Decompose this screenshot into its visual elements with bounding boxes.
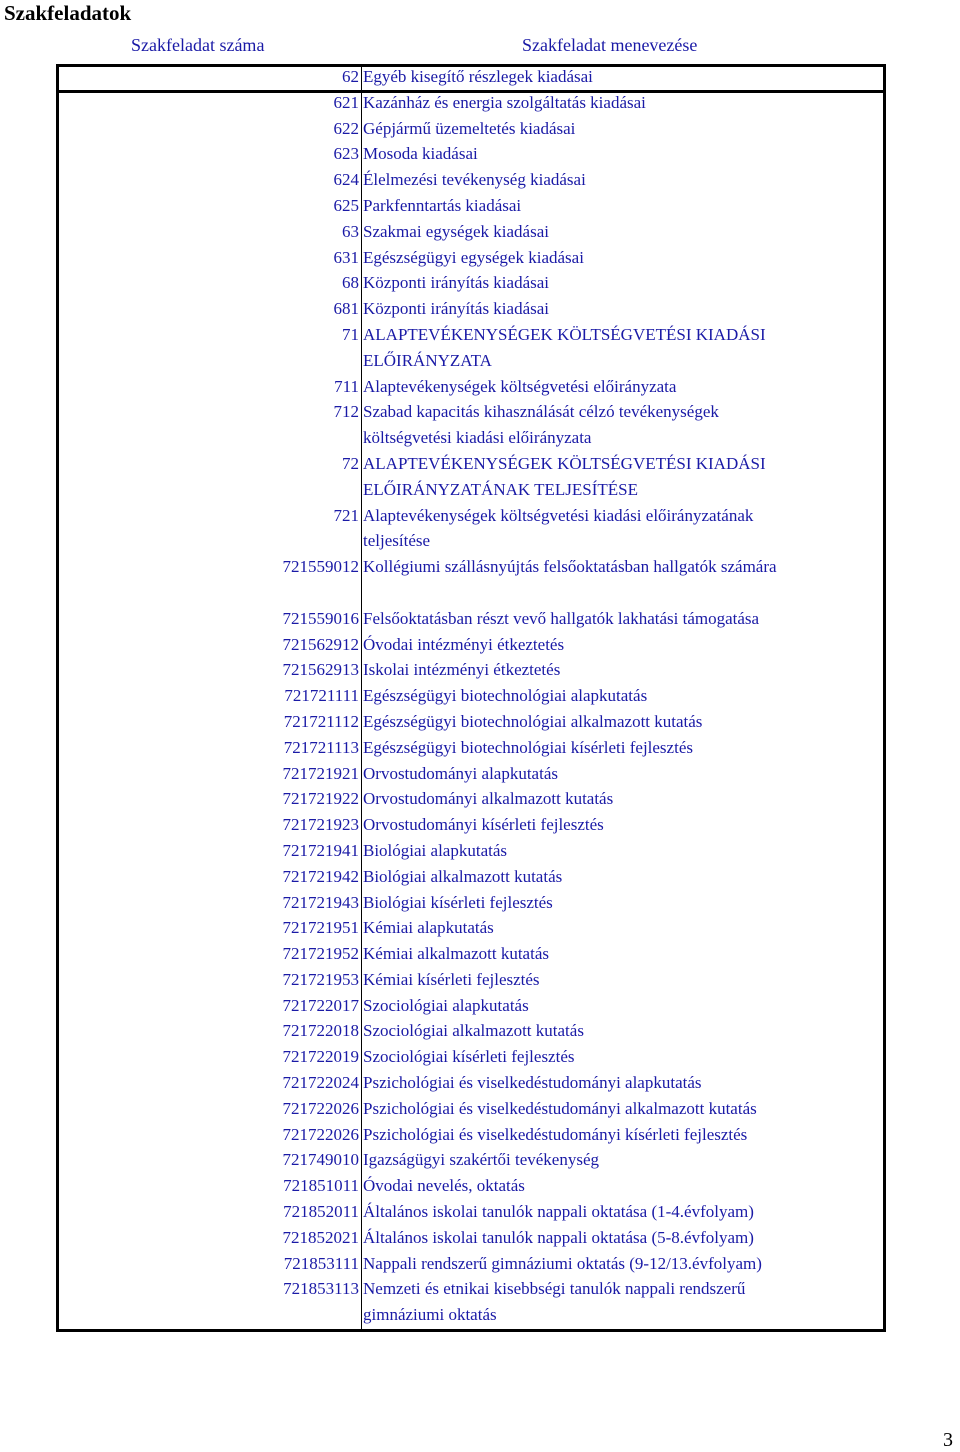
task-code: 721851011 (283, 1176, 359, 1196)
task-code: 721852011 (283, 1202, 359, 1222)
task-name: Biológiai kísérleti fejlesztés (363, 892, 553, 912)
task-name: költségvetési kiadási előirányzata (363, 428, 592, 448)
task-code: 721722026 (282, 1124, 359, 1144)
task-name: Központi irányítás kiadásai (363, 299, 550, 319)
table-row (0, 1096, 960, 1122)
task-name: Egészségügyi biotechnológiai alapkutatás (363, 686, 648, 706)
table-row (0, 864, 960, 890)
task-code: 721721921 (282, 763, 359, 783)
task-code: 721722024 (282, 1073, 359, 1093)
task-code: 721722018 (282, 1021, 359, 1041)
task-code: 711 (334, 376, 359, 396)
task-code: 68 (342, 273, 359, 293)
task-code (0, 348, 359, 374)
column-header-code: Szakfeladat száma (131, 35, 265, 55)
task-name: Egyéb kisegítő részlegek kiadásai (363, 67, 593, 86)
table-row (0, 90, 960, 116)
task-name: Biológiai alkalmazott kutatás (363, 866, 563, 886)
table-row (0, 606, 960, 632)
task-name: Pszichológiai és viselkedéstudományi kísérleti fejlesztés (363, 1124, 748, 1144)
table-row (0, 296, 960, 322)
task-name: Kazánház és energia szolgáltatás kiadásai (363, 92, 646, 112)
task-name: Biológiai alapkutatás (363, 840, 507, 860)
table-row (0, 64, 960, 90)
table-row (0, 580, 960, 606)
task-code: 721721952 (282, 944, 359, 964)
task-code: 625 (333, 195, 359, 215)
task-code: 63 (342, 221, 359, 241)
task-code: 721722017 (282, 995, 359, 1015)
table-row (0, 554, 960, 580)
task-code: 622 (333, 118, 359, 138)
task-code: 721721923 (282, 815, 359, 835)
task-name: Mosoda kiadásai (363, 144, 478, 164)
table-row (0, 761, 960, 787)
table-row (0, 167, 960, 193)
task-code: 721721922 (282, 789, 359, 809)
table-row (0, 348, 960, 374)
task-name: ELŐIRÁNYZATÁNAK TELJESÍTÉSE (363, 479, 638, 499)
task-name: Egészségügyi egységek kiadásai (363, 247, 584, 267)
task-code: 621 (333, 92, 359, 112)
task-name: Pszichológiai és viselkedéstudományi alapkutatás (363, 1073, 702, 1093)
task-name: ALAPTEVÉKENYSÉGEK KÖLTSÉGVETÉSI KIADÁSI (363, 324, 766, 344)
task-code: 721721112 (283, 711, 359, 731)
table-row (0, 1018, 960, 1044)
table-row (0, 374, 960, 400)
task-code: 721721111 (284, 686, 359, 706)
task-code: 624 (333, 170, 359, 190)
table-row (0, 322, 960, 348)
table-row (0, 116, 960, 142)
table-row (0, 683, 960, 709)
table-row (0, 245, 960, 271)
task-code: 71 (342, 324, 359, 344)
task-name: Szociológiai alkalmazott kutatás (363, 1021, 584, 1041)
task-name: Alaptevékenységek költségvetési előirányzata (363, 376, 677, 396)
task-code: 721559016 (282, 608, 359, 628)
table-row (0, 1122, 960, 1148)
table-row (0, 219, 960, 245)
table-row (0, 1070, 960, 1096)
task-code (0, 580, 359, 606)
task-code: 721559012 (282, 557, 359, 577)
task-code: 721722026 (282, 1098, 359, 1118)
task-code: 721721953 (282, 969, 359, 989)
task-code: 721853113 (283, 1279, 359, 1299)
table-row (0, 270, 960, 296)
task-name: Kémiai kísérleti fejlesztés (363, 969, 540, 989)
task-name: ELŐIRÁNYZATA (363, 350, 492, 370)
task-name: Igazságügyi szakértői tevékenység (363, 1150, 600, 1170)
task-name (359, 580, 879, 606)
table-row (0, 1251, 960, 1277)
table-row (0, 528, 960, 554)
task-name: Alaptevékenységek költségvetési kiadási előirányzatának (363, 505, 754, 525)
table-row (0, 1199, 960, 1225)
task-name: Orvostudományi alapkutatás (363, 763, 558, 783)
task-name: Óvodai nevelés, oktatás (363, 1176, 525, 1196)
task-name: Szakmai egységek kiadásai (363, 221, 549, 241)
table-row (0, 709, 960, 735)
table-row (0, 1147, 960, 1173)
page-number: 3 (943, 1429, 953, 1451)
task-code: 721721943 (282, 892, 359, 912)
table-row (0, 1173, 960, 1199)
task-code: 721853111 (283, 1253, 359, 1273)
table-row (0, 1225, 960, 1251)
table-row (0, 735, 960, 761)
table-row (0, 503, 960, 529)
task-code (0, 477, 359, 503)
task-name: Szabad kapacitás kihasználását célzó tevékenységek (363, 402, 719, 422)
table-row (0, 477, 960, 503)
task-list (0, 64, 960, 1328)
task-name: Nappali rendszerű gimnáziumi oktatás (9-12/13.évfolyam) (363, 1253, 762, 1273)
table-row (0, 657, 960, 683)
task-code (0, 425, 359, 451)
task-name: Szociológiai alapkutatás (363, 995, 529, 1015)
task-name: Egészségügyi biotechnológiai kísérleti fejlesztés (363, 737, 693, 757)
task-code: 721721113 (283, 737, 359, 757)
task-name: Parkfenntartás kiadásai (363, 195, 522, 215)
task-code: 681 (333, 299, 359, 319)
task-name: Kémiai alapkutatás (363, 918, 494, 938)
task-name: Általános iskolai tanulók nappali oktatása (1-4.évfolyam) (363, 1202, 754, 1222)
task-name: Óvodai intézményi étkeztetés (363, 634, 565, 654)
table-row (0, 838, 960, 864)
task-code: 72 (342, 453, 359, 473)
page-title: Szakfeladatok (4, 1, 132, 25)
task-name: gimnáziumi oktatás (363, 1305, 497, 1325)
table-row (0, 1044, 960, 1070)
table-row (0, 890, 960, 916)
task-name: Kollégiumi szállásnyújtás felsőoktatásban hallgatók számára (363, 557, 777, 577)
task-code: 62 (342, 67, 359, 86)
table-row (0, 1302, 960, 1328)
task-name: Orvostudományi alkalmazott kutatás (363, 789, 614, 809)
table-row (0, 399, 960, 425)
task-code: 721722019 (282, 1047, 359, 1067)
table-row (0, 915, 960, 941)
table-row (0, 425, 960, 451)
task-name: Általános iskolai tanulók nappali oktatása (5-8.évfolyam) (363, 1227, 754, 1247)
task-name: Nemzeti és etnikai kisebbségi tanulók nappali rendszerű (363, 1279, 746, 1299)
task-code: 721562912 (282, 634, 359, 654)
task-code: 712 (333, 402, 359, 422)
task-code: 721721951 (282, 918, 359, 938)
task-code: 721852021 (282, 1227, 359, 1247)
task-name: Iskolai intézményi étkeztetés (363, 660, 561, 680)
table-row (0, 812, 960, 838)
task-name: Élelmezési tevékenység kiadásai (363, 170, 586, 190)
column-header-name: Szakfeladat menevezése (522, 35, 698, 55)
table-row (0, 632, 960, 658)
task-code: 721 (333, 505, 359, 525)
task-code: 631 (333, 247, 359, 267)
task-code: 721721942 (282, 866, 359, 886)
task-code: 721562913 (282, 660, 359, 680)
task-code: 623 (333, 144, 359, 164)
table-row (0, 967, 960, 993)
task-code: 721749010 (282, 1150, 359, 1170)
task-name: Központi irányítás kiadásai (363, 273, 550, 293)
table-row (0, 1276, 960, 1302)
task-code: 721721941 (282, 840, 359, 860)
task-code (0, 528, 359, 554)
task-name: Orvostudományi kísérleti fejlesztés (363, 815, 604, 835)
table-row (0, 993, 960, 1019)
task-name: Kémiai alkalmazott kutatás (363, 944, 549, 964)
task-name: Szociológiai kísérleti fejlesztés (363, 1047, 575, 1067)
task-name: teljesítése (363, 531, 431, 551)
task-name: Gépjármű üzemeltetés kiadásai (363, 118, 576, 138)
task-name: Felsőoktatásban részt vevő hallgatók lakhatási támogatása (363, 608, 760, 628)
table-row (0, 451, 960, 477)
task-name: Egészségügyi biotechnológiai alkalmazott kutatás (363, 711, 703, 731)
table-row (0, 941, 960, 967)
table-row (0, 193, 960, 219)
task-code (0, 1302, 359, 1328)
table-row (0, 141, 960, 167)
task-name: ALAPTEVÉKENYSÉGEK KÖLTSÉGVETÉSI KIADÁSI (363, 453, 766, 473)
task-name: Pszichológiai és viselkedéstudományi alkalmazott kutatás (363, 1098, 757, 1118)
table-row (0, 786, 960, 812)
